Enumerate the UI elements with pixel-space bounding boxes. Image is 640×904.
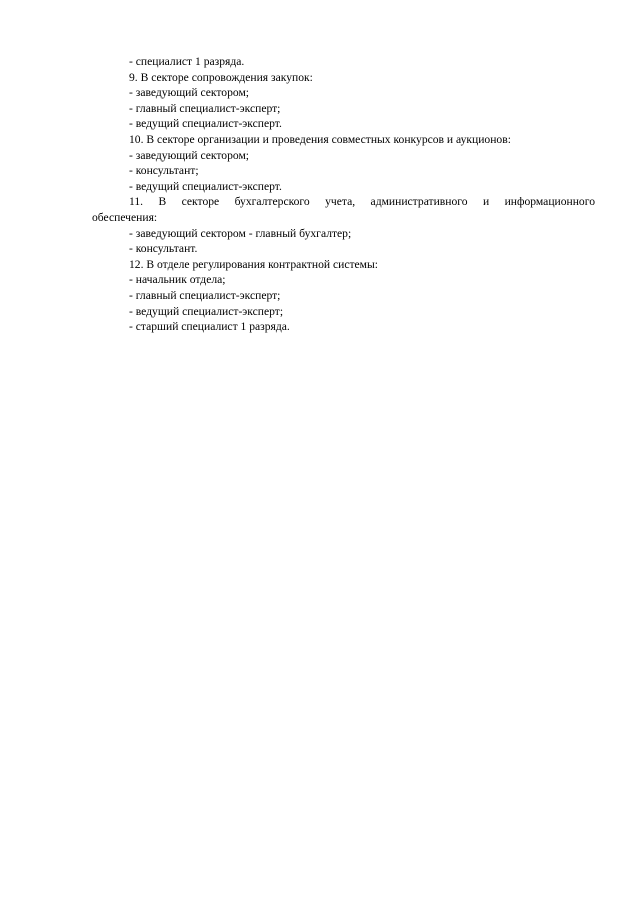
section-heading-12: 12. В отделе регулирования контрактной системы: [129,257,379,271]
text-line: - ведущий специалист-эксперт. [129,179,282,193]
section-heading-11-first-line: 11. В секторе бухгалтерского учета, административного и информационного [129,195,595,209]
section-heading-11-continuation: обеспечения: [92,210,158,224]
text-line: - заведующий сектором - главный бухгалтер; [129,226,352,240]
text-line: - ведущий специалист-эксперт. [129,117,282,131]
section-heading-9: 9. В секторе сопровождения закупок: [129,70,313,84]
document-body [92,54,595,335]
text-line: - старший специалист 1 разряда. [129,320,290,334]
section-heading-10: 10. В секторе организации и проведения совместных конкурсов и аукционов: [129,132,511,146]
text-line: - специалист 1 разряда. [129,55,245,68]
text-line: - ведущий специалист-эксперт; [129,304,284,318]
text-line: - заведующий сектором; [129,148,250,162]
text-line: - заведующий сектором; [129,86,250,100]
section-heading-11 [92,194,595,225]
text-line: - консультант; [129,164,199,178]
text-line: - консультант. [129,242,198,256]
text-line: - главный специалист-эксперт; [129,101,281,115]
text-line: - главный специалист-эксперт; [129,288,281,302]
text-line: - начальник отдела; [129,273,226,287]
